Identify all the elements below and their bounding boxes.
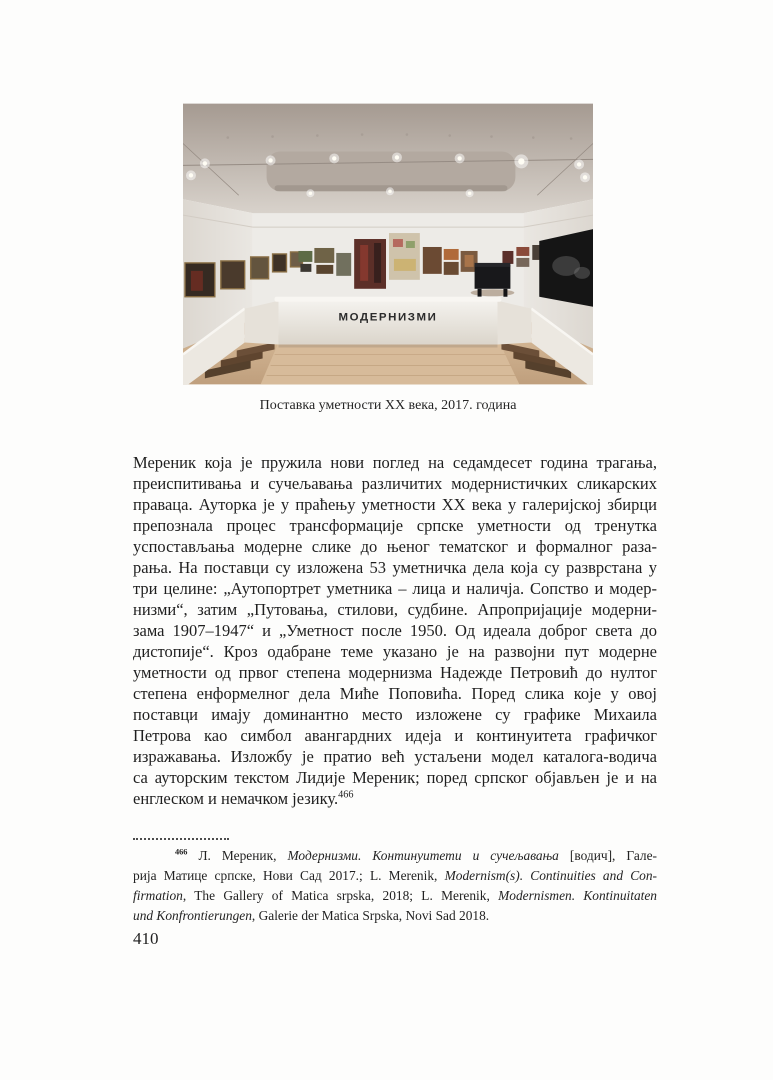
exhibition-title-text: МОДЕРНИЗМИ <box>338 311 438 324</box>
footnote-separator <box>133 838 229 840</box>
body-line: праваца. Ауторка је у праћењу уметности XX века у галеријској збирци <box>133 495 657 514</box>
footnote-line <box>133 846 657 866</box>
body-line: енглеском и немачком језику.$^{466}$ <box>133 789 354 808</box>
body-paragraph <box>133 452 657 809</box>
body-line: дистопије“. Кроз одабране теме указано је на развојни пут модерне <box>133 642 657 661</box>
footnote-segment: , Galerie der Matica Srpska, Novi Sad 2018. <box>251 908 490 923</box>
footnote-line <box>133 866 657 886</box>
footnote-segment: Modernismen. Kontinuitaten <box>498 888 658 903</box>
footnote-line <box>133 886 657 906</box>
piano <box>471 263 515 297</box>
body-line: зама 1907–1947“ и „Уметност после 1950. Од идеала доброг света до <box>133 621 657 640</box>
body-line: препознала процес трансформације српске уметности од тренутка <box>133 516 657 535</box>
body-line: степена енформелног дела Миће Поповића. Поред слика које у овој <box>133 684 657 703</box>
body-line: успостављања модерне слике до њеног тематског и формалног раза- <box>133 537 657 556</box>
ceiling-panel <box>267 151 516 191</box>
body-line: са ауторским текстом Лидије Мереник; поред српског објављен је и на <box>133 768 657 787</box>
photo-caption: Поставка уметности XX века, 2017. година <box>259 398 517 413</box>
gallery-scene <box>183 103 593 385</box>
body-line: Петрова као симбол авангардних идеја и континуитета графичког <box>133 726 657 745</box>
central-ramp <box>261 343 520 385</box>
body-line: три целине: „Аутопортрет уметника – лица и наличја. Сопство и модер- <box>133 579 657 598</box>
footnote-segment: рија Матице српске, Нови Сад 2017.; L. Merenik, <box>133 868 445 883</box>
footnote <box>133 846 657 926</box>
footnote-line <box>133 906 657 926</box>
footnote-segment: , The Gallery of Matica srpska, 2018; L. Merenik, <box>182 888 499 903</box>
body-line: Мереник која је пружила нови поглед на седамдесет година трагања, <box>133 453 657 472</box>
footnote-segment: Модернизми. Континуитети и сучељавања <box>287 848 559 863</box>
body-line: уметности од првог степена модернизма Надежде Петровић до нултог <box>133 663 657 682</box>
footnote-segment: [водич], Гале- <box>558 848 657 863</box>
footnote-marker: 466 <box>175 847 188 857</box>
body-line: изражавања. Изложбу је пратио већ устаљени модел каталога-водича <box>133 747 657 766</box>
footnote-segment: Modernism(s). Continuities and Con- <box>444 868 657 883</box>
footnote-segment: firmation <box>133 888 183 903</box>
painting-detail <box>191 271 203 291</box>
body-line: преиспитивања и сучељавања различитих модернистичких сликарских <box>133 474 657 493</box>
page-number: 410 <box>133 929 159 948</box>
footnote-ref: 466 <box>338 789 354 801</box>
body-line: низми“, затим „Путовања, стилови, судбине. Апропријације модерни- <box>133 600 657 619</box>
footnote-segment: und Konfrontierungen <box>133 908 252 923</box>
body-line: рања. На поставци су изложена 53 уметничка дела која су разврстана у <box>133 558 657 577</box>
footnote-segment: Л. Мереник, <box>187 848 288 863</box>
gallery-photo <box>183 103 593 385</box>
body-line: поставци имају доминантно место изложене су графике Михаила <box>133 705 657 724</box>
